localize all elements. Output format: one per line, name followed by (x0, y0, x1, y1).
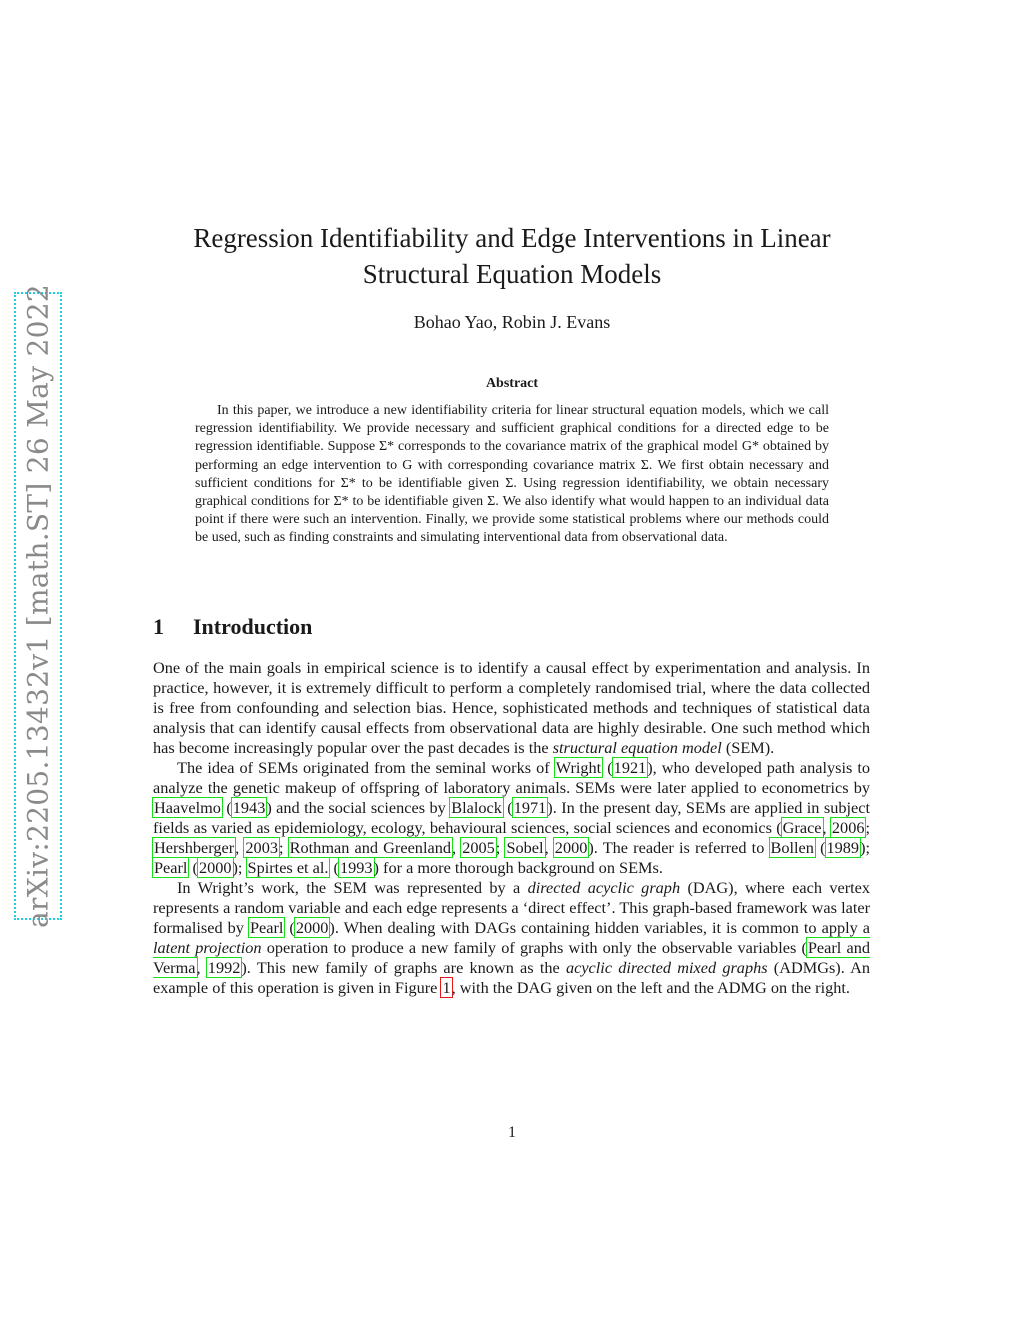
paper-title (150, 220, 874, 292)
text: ); (232, 858, 247, 877)
section-title: Introduction (193, 614, 313, 639)
text: , (544, 838, 554, 857)
citation-link[interactable]: 1921 (613, 758, 647, 777)
citation-link[interactable]: 1993 (339, 858, 373, 877)
citation-link[interactable]: Hershberger (154, 838, 235, 857)
text: operation to produce a new family of graphs with only the observable variables ( (261, 938, 807, 957)
paragraph-1 (153, 658, 870, 758)
citation-link[interactable]: 1943 (232, 798, 266, 817)
text: ). When dealing with DAGs containing hidden variables, it is common to apply a (329, 918, 871, 937)
citation-link[interactable]: Wright (555, 758, 602, 777)
text: ; (278, 838, 289, 857)
citation-link[interactable]: Haavelmo (154, 798, 221, 817)
text: ( (814, 838, 826, 857)
text: ( (329, 858, 339, 877)
abstract-heading: Abstract (485, 376, 539, 391)
authors: Bohao Yao, Robin J. Evans (413, 312, 611, 332)
emphasis: acyclic directed mixed graphs (565, 958, 768, 977)
text: ( (502, 798, 513, 817)
citation-link[interactable]: 1971 (513, 798, 547, 817)
citation-link[interactable]: Blalock (451, 798, 502, 817)
text: ( (188, 858, 198, 877)
text: ). The reader is referred to (588, 838, 770, 857)
citation-link[interactable]: Grace (782, 818, 822, 837)
text: One of the main goals in empirical science is to identify a causal effect by experimentation and analysis. In practice, however, it is extremely difficult to perform a completely randomised trial, where the data collected is free from confounding and selection bias. Hence, sophisticated methods and techniques of statistical data analysis that can identify causal effects from observational data are highly desirable. One such method which has become increasingly popular over the past decades is the (153, 658, 870, 757)
text: (SEM). (721, 738, 775, 757)
citation-link[interactable]: 1992 (207, 958, 241, 977)
text: ( (221, 798, 232, 817)
text: ( (602, 758, 613, 777)
text: , (196, 958, 207, 977)
citation-link[interactable]: 1989 (826, 838, 860, 857)
text: (DAG), where each vertex represents a random variable and each edge represents a ‘direct effect’. This graph-based framework was later formalised by (153, 878, 871, 937)
paragraph-2 (153, 758, 870, 878)
text: In Wright’s work, the SEM was represented by a (177, 878, 528, 897)
text: ; (865, 818, 870, 837)
citation-link[interactable]: Pearl and Verma (153, 938, 871, 977)
text: ) for a more thorough background on SEMs. (373, 858, 663, 877)
paragraph-3 (153, 878, 870, 998)
text: , (822, 818, 831, 837)
arxiv-identifier-box[interactable] (14, 284, 62, 928)
section-heading (153, 614, 753, 640)
citation-link[interactable]: Pearl (249, 918, 284, 937)
citation-link[interactable]: 2006 (831, 818, 865, 837)
introduction-body (153, 658, 870, 998)
page-number: 1 (508, 1124, 516, 1141)
citation-link[interactable]: 2005 (462, 838, 495, 857)
abstract-body (195, 402, 829, 548)
emphasis: structural equation model (552, 738, 722, 757)
title-line-2: Structural Equation Models (362, 259, 662, 289)
emphasis: latent projection (153, 938, 262, 957)
text: ), who developed path analysis to analyze the genetic makeup of offspring of laboratory animals. SEMs were later applied to econometrics by (153, 758, 871, 797)
text: The idea of SEMs originated from the seminal works of (177, 758, 555, 777)
text: ). In the present day, SEMs are applied in subject fields as varied as epidemiology, ecology, behavioural sciences, social sciences and economics ( (153, 798, 870, 837)
text: ). This new family of graphs are known as the (241, 958, 566, 977)
text: (ADMGs). An example of this operation is given in Figure (153, 958, 871, 997)
text: ); (860, 838, 871, 857)
text: , (451, 838, 462, 857)
emphasis: directed acyclic graph (527, 878, 681, 897)
citation-link[interactable]: Bollen (770, 838, 814, 857)
section-number: 1 (153, 614, 164, 639)
citation-link[interactable]: Pearl (154, 858, 188, 877)
abstract-text: In this paper, we introduce a new identifiability criteria for linear structural equation models, which we call regression identifiability. We provide necessary and sufficient graphical conditions for a directed edge to be regression identifiable. Suppose Σ* corresponds to the covariance matrix of the graphical model G* obtained by performing an edge intervention to G with corresponding covariance matrix Σ. We first obtain necessary and sufficient conditions for Σ* to be identifiable given Σ. Using regression identifiability, we obtain necessary graphical conditions for Σ* to be identifiable given Σ. We also identify what would happen to an individual data point if there were such an intervention. Finally, we provide some statistical problems where our methods could be used, such as finding constraints and simulating interventional data from observational data. (195, 403, 829, 546)
citation-link[interactable]: 2000 (554, 838, 588, 857)
text: ( (284, 918, 295, 937)
citation-link[interactable]: 2000 (198, 858, 232, 877)
arxiv-identifier: arXiv:2205.13432v1 [math.ST] 26 May 2022 (21, 284, 55, 928)
citation-link[interactable]: Rothman and Greenland (289, 838, 451, 857)
figure-ref-link[interactable]: 1 (442, 978, 451, 997)
title-line-1: Regression Identifiability and Edge Interventions in Linear (193, 223, 831, 253)
text: ; (495, 838, 506, 857)
citation-link[interactable]: Sobel (506, 838, 544, 857)
citation-link[interactable]: 2003 (245, 838, 278, 857)
citation-link[interactable]: 2000 (295, 918, 329, 937)
text: , (235, 838, 245, 857)
text: ) and the social sciences by (266, 798, 451, 817)
citation-link[interactable]: Spirtes et al. (247, 858, 329, 877)
text: , with the DAG given on the left and the ADMG on the right. (451, 978, 850, 997)
